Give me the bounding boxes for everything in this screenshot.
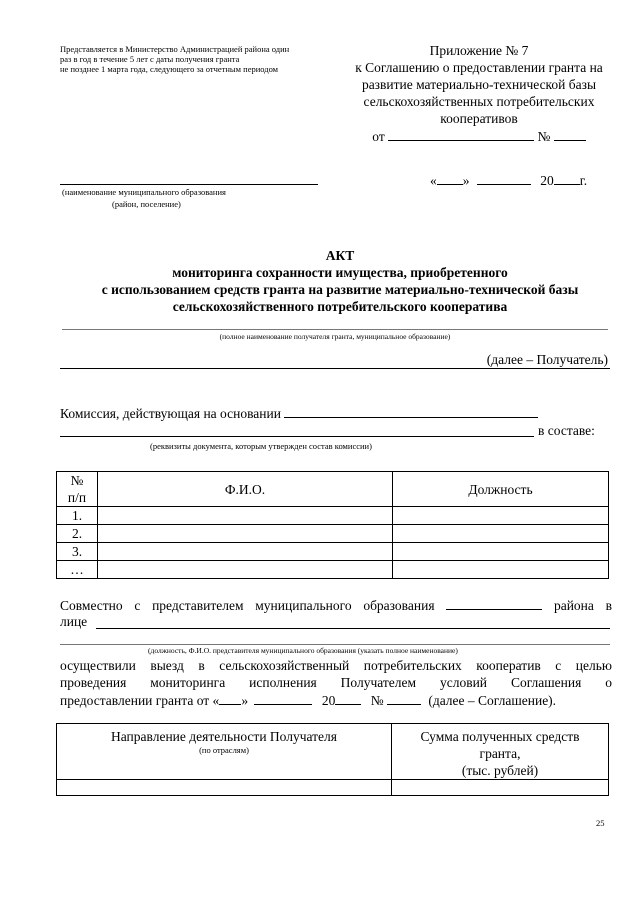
- amount-header: Сумма полученных средств гранта, (тыс. рублей): [392, 724, 609, 780]
- agreement-date-blank: [388, 127, 534, 141]
- paragraph-line: проведения мониторинга исполнения Получателем условий Соглашения о: [60, 675, 612, 690]
- submission-note: [60, 44, 340, 74]
- name-cell[interactable]: [98, 507, 393, 525]
- commission-suffix: в составе:: [538, 423, 595, 438]
- name-cell[interactable]: [98, 543, 393, 561]
- act-title-line: с использованием средств гранта на развитие материально-технической базы: [101, 282, 579, 297]
- table-row: [57, 507, 609, 525]
- page-number: 25: [596, 818, 605, 828]
- table-row: [57, 525, 609, 543]
- representative-caption: (должность, Ф.И.О. представителя муниципального образования (указать полное наименование): [148, 646, 458, 655]
- name-cell[interactable]: [98, 561, 393, 579]
- appendix-title: Приложение № 7: [429, 43, 529, 58]
- commission-line: Комиссия, действующая на основании: [60, 404, 620, 422]
- day-blank: [437, 171, 463, 185]
- commission-line-2: [60, 436, 534, 437]
- recipient-line: [62, 329, 608, 330]
- agreement-year-blank: [335, 691, 361, 705]
- submission-note-line: раз в год в течение 5 лет с даты получения гранта: [60, 54, 240, 64]
- paragraph-line-3: предоставлении гранта от « » 20 № (далее – Соглашение).: [60, 693, 557, 708]
- appendix-line: к Соглашению о предоставлении гранта на: [355, 60, 603, 75]
- position-cell[interactable]: [393, 543, 609, 561]
- year-blank: [554, 171, 580, 185]
- amount-cell[interactable]: [392, 780, 609, 796]
- appendix-line: развитие материально-технической базы: [361, 77, 597, 92]
- representative-line: [96, 628, 610, 629]
- commission-members-table: [56, 471, 609, 579]
- table-row: [57, 543, 609, 561]
- representative-line-2: [60, 644, 610, 645]
- name-cell[interactable]: [98, 525, 393, 543]
- agreement-number-blank-2: [387, 691, 421, 705]
- row-number: 3.: [57, 543, 98, 561]
- commission-basis-blank: [284, 404, 538, 418]
- recipient-caption: (полное наименование получателя гранта, муниципальное образование): [219, 332, 451, 341]
- col-position-header: Должность: [393, 472, 609, 507]
- table-header-row: [57, 724, 609, 780]
- district-blank: [446, 596, 542, 610]
- submission-note-line: Представляется в Министерство Администрацией района один: [60, 44, 290, 54]
- month-blank: [477, 171, 531, 185]
- paragraph-line: осуществили выезд в сельскохозяйственный потребительских кооператив с целью: [60, 658, 612, 673]
- row-number: 1.: [57, 507, 98, 525]
- direction-header: Направление деятельности Получателя (по отраслям): [57, 724, 392, 780]
- position-cell[interactable]: [393, 507, 609, 525]
- agreement-day-blank: [219, 691, 241, 705]
- municipality-caption: (наименование муниципального образования (район, поселение): [62, 187, 226, 209]
- joint-line: Совместно с представителем муниципального образования района в: [60, 598, 612, 613]
- direction-table: [56, 723, 609, 796]
- agreement-month-blank: [254, 691, 312, 705]
- act-title-line: мониторинга сохранности имущества, приобретенного: [172, 265, 508, 280]
- col-number-header: № п/п: [57, 472, 98, 507]
- act-title: АКТ: [325, 248, 355, 263]
- col-name-header: Ф.И.О.: [98, 472, 393, 507]
- appendix-line: сельскохозяйственных потребительских: [363, 94, 595, 109]
- row-number: 2.: [57, 525, 98, 543]
- submission-note-line: не позднее 1 марта года, следующего за отчетным периодом: [60, 64, 279, 74]
- row-number: …: [57, 561, 98, 579]
- appendix-block: [328, 42, 630, 145]
- table-row: [57, 561, 609, 579]
- direction-cell[interactable]: [57, 780, 392, 796]
- appendix-line: кооперативов: [440, 111, 518, 126]
- appendix-from-line: от №: [328, 127, 630, 145]
- recipient-suffix: (далее – Получатель): [486, 352, 608, 367]
- joint-line-2: лице: [60, 614, 88, 629]
- municipality-line: [60, 184, 318, 185]
- table-header-row: [57, 472, 609, 507]
- table-row: [57, 780, 609, 796]
- commission-caption: (реквизиты документа, которым утвержден состав комиссии): [150, 441, 372, 451]
- position-cell[interactable]: [393, 561, 609, 579]
- recipient-bottom-line: [60, 368, 610, 369]
- act-title-line: сельскохозяйственного потребительского кооператива: [172, 299, 508, 314]
- act-title-block: [40, 247, 640, 315]
- agreement-number-blank: [554, 127, 586, 141]
- date-line: « » 20 г.: [430, 173, 588, 188]
- position-cell[interactable]: [393, 525, 609, 543]
